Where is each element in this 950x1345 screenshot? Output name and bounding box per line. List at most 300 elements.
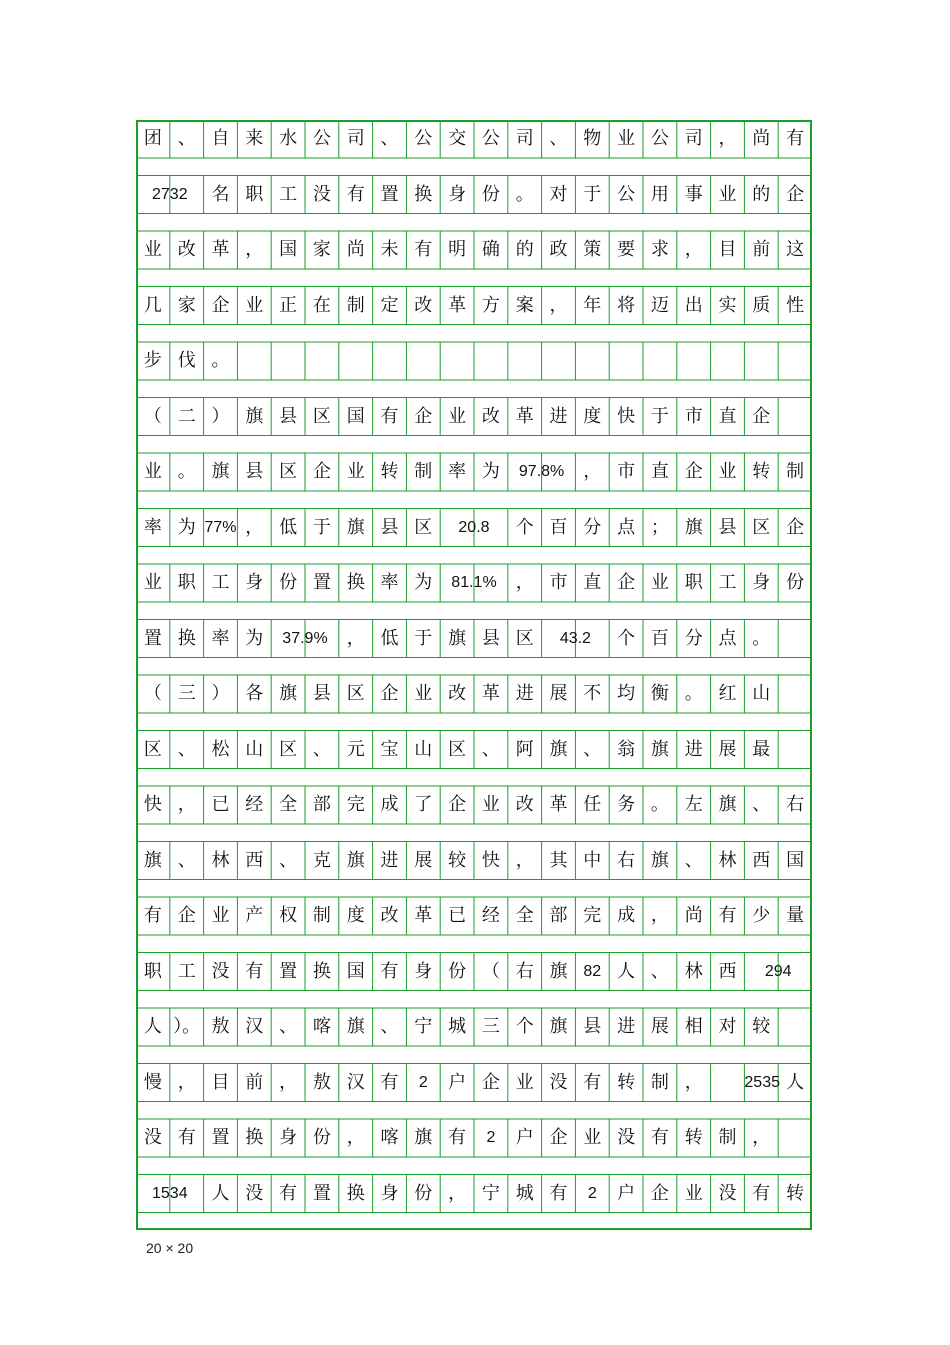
grid-cell-text: 、 [650,960,669,982]
grid-cell-text: 步 [143,350,162,371]
grid-cell-text: 区 [279,461,298,482]
grid-cell-text: 展 [650,1016,669,1037]
grid-cell-text: 右 [617,849,636,871]
grid-cell-text: 。 [515,183,534,205]
grid-cell-text: 翁 [617,738,636,760]
grid-cell-text: 、 [312,738,331,760]
grid-cell-text: 尚 [346,239,365,260]
grid-cell-text: 2 [418,1073,428,1091]
grid-cell-text: ， [515,572,534,593]
grid-cell-text: ； [650,516,669,538]
grid-cell-text: 、 [380,128,399,149]
grid-cell-text: 这 [786,239,805,260]
grid-cell-text: 中 [583,849,602,871]
grid-cell-text: ， [245,516,264,538]
grid-cell-text: 换 [346,1182,365,1204]
grid-cell-text: 较 [752,1016,771,1037]
grid-cell-text: 身 [414,960,433,982]
grid-cell-text: 区 [414,516,433,538]
grid-cell-text: 业 [481,794,500,815]
grid-cell-text: 成 [380,794,399,815]
grid-cell-text: 确 [481,239,500,260]
grid-cell-text: 制 [414,461,433,482]
grid-cell-text: ， [245,239,264,260]
grid-cell-text: 区 [312,405,331,427]
grid-cell-text: 县 [245,461,264,482]
grid-cell-text: 份 [448,960,467,982]
grid-cell-text: 展 [718,738,737,760]
grid-cell-text: 三 [177,683,196,704]
grid-cell-text: 人 [211,1182,230,1204]
grid-cell-text: 20.8 [458,518,490,536]
grid-cell-text: 业 [414,683,433,704]
grid-cell-text: 区 [752,516,771,538]
grid-cell-text: 转 [752,461,771,482]
grid-cell-text: 、 [177,738,196,760]
grid-cell-text: 有 [414,239,433,260]
grid-cell-text: 业 [143,239,162,260]
grid-cell-text: 松 [211,738,230,760]
grid-cell-text: 改 [481,405,500,427]
grid-cell-text: 低 [380,627,399,649]
grid-cell-text: 业 [617,128,636,149]
grid-cell-text: 的 [752,183,771,205]
grid-cell-text: 企 [617,572,636,593]
grid-cell-text: 旗 [245,405,264,427]
grid-cell-text: 任 [583,794,602,815]
grid-cell-text: 进 [684,738,703,760]
grid-cell-text: 公 [414,128,433,149]
grid-cell-text: 工 [279,183,298,205]
grid-cell-text: 区 [448,738,467,760]
grid-cell-text: 市 [617,461,636,482]
grid-cell-text: 革 [448,294,467,316]
grid-cell-text: 身 [279,1127,298,1148]
grid-cell-text: 有 [718,905,737,926]
grid-cell-text: 43.2 [559,629,591,647]
grid-cell-text: 2732 [152,185,188,203]
grid-cell-text: 革 [211,239,230,260]
grid-cell-text: 元 [346,738,365,760]
grid-cell-text: 方 [481,294,500,316]
grid-cell-text: ， [279,1071,298,1093]
grid-cell-text: 企 [684,461,703,482]
grid-cell-text: 区 [279,738,298,760]
grid-cell-text: 置 [312,572,331,593]
grid-cell-text: 工 [718,572,737,593]
grid-cell-text: 革 [549,794,568,815]
grid-cell-text: 均 [617,683,636,704]
grid-cell-text: 前 [752,239,771,260]
grid-cell-text: 置 [312,1182,331,1204]
grid-cell-text: 换 [245,1127,264,1148]
grid-cell-text: 经 [245,794,264,815]
grid-cell-text: 82 [583,962,602,980]
grid-cell-text: 企 [448,794,467,815]
grid-cell-text: 业 [143,461,162,482]
grid-cell-text: 置 [211,1127,230,1148]
grid-cell-text: 定 [380,294,399,316]
grid-cell-text: 没 [549,1071,568,1093]
grid-cell-text: 县 [481,627,500,649]
grid-cell-text: 在 [312,294,331,316]
grid-cell-text: 旗 [448,627,467,649]
grid-cell-text: 户 [448,1071,467,1093]
grid-cell-text: 身 [448,183,467,205]
grid-cell-text: ， [752,1127,771,1148]
grid-cell-text: 置 [279,960,298,982]
grid-cell-text: 喀 [312,1016,331,1037]
grid-cell-text: 于 [583,183,602,205]
grid-cell-text: 红 [718,683,737,704]
grid-cell-text: 度 [583,405,602,427]
grid-cell-text: 公 [312,128,331,149]
grid-cell-text: 2 [486,1129,496,1146]
grid-cell-text: 企 [380,683,399,704]
grid-cell-text: 制 [786,461,805,482]
grid-cell-text: 区 [346,683,365,704]
grid-cell-text: 业 [245,294,264,316]
grid-cell-text: 于 [650,405,669,427]
grid-cell-text: 没 [718,1182,737,1204]
grid-cell-text: 业 [684,1182,703,1204]
grid-cell-text: 克 [312,849,331,871]
grid-cell-text: 旗 [211,461,230,482]
grid-cell-text: 置 [380,183,399,205]
grid-cell-text: 案 [515,294,534,316]
grid-cell-text: ， [515,849,534,871]
grid-cell-text: 完 [583,905,602,926]
grid-cell-text: 对 [718,1016,737,1037]
grid-cell-text: 制 [718,1127,737,1148]
grid-cell-text: 企 [177,905,196,926]
grid-cell-text: 右 [515,960,534,982]
grid-cell-text: 换 [177,627,196,649]
grid-cell-text: 进 [549,405,568,427]
grid-cell-text: 百 [650,627,669,649]
grid-cell-text: 旗 [684,516,703,538]
grid-cell-text: 区 [143,738,162,760]
grid-cell-text: 将 [617,294,636,316]
grid-cell-text: 业 [448,405,467,427]
grid-cell-text: 81.1% [451,574,497,591]
grid-cell-text: 业 [346,461,365,482]
grid-cell-text: 业 [515,1071,534,1093]
grid-cell-text: 工 [211,572,230,593]
grid-cell-text: 司 [684,128,703,149]
grid-cell-text: 业 [583,1127,602,1148]
grid-cell-text: 于 [414,627,433,649]
grid-cell-text: 旗 [346,849,365,871]
grid-cell-text: 旗 [346,516,365,538]
grid-cell-text: 自 [211,128,230,149]
grid-cell-text: 山 [752,683,771,704]
grid-cell-text: 司 [346,128,365,149]
grid-cell-text: 改 [177,239,196,260]
grid-size-label: 20 × 20 [146,1240,194,1256]
grid-cell-text: 实 [718,294,737,316]
grid-cell-text: ， [684,239,703,260]
grid-cell-text: 有 [786,128,805,149]
grid-cell-text: 物 [583,128,602,149]
grid-cell-text: 个 [515,516,534,538]
grid-cell-text: ， [177,1071,196,1093]
grid-cell-text: ， [346,627,365,649]
grid-cell-text: 家 [312,239,331,260]
grid-cell-text: 294 [764,962,792,980]
grid-cell-text: 。 [684,683,703,704]
grid-cell-text: 经 [481,905,500,926]
grid-cell-text: 县 [279,405,298,427]
grid-cell-text: 37.9% [282,629,328,647]
grid-cell-text: 伐 [177,350,196,371]
grid-cell-text: 旗 [346,1016,365,1037]
grid-cell-text: 西 [245,849,264,871]
grid-cell-text: 没 [245,1182,264,1204]
grid-cell-text: 份 [312,1127,331,1148]
grid-cell-text: 量 [786,905,805,926]
grid-cell-text: 有 [650,1127,669,1148]
grid-cell-text: 全 [279,794,298,815]
grid-cell-text: 身 [245,572,264,593]
grid-cell-text: 有 [346,183,365,205]
grid-cell-text: 城 [515,1182,534,1204]
grid-cell-text: 为 [414,572,433,593]
grid-cell-text: 、 [583,738,602,760]
grid-cell-text: 有 [380,1071,399,1093]
grid-cell-text: 名 [211,183,230,205]
grid-cell-text: 企 [481,1071,500,1093]
grid-cell-text: 宁 [414,1016,433,1037]
grid-cell-text: 旗 [549,738,568,760]
grid-cell-text: 份 [481,183,500,205]
grid-cell-text: 份 [279,572,298,593]
grid-cell-text: 有 [448,1127,467,1148]
grid-cell-text: （ [143,683,162,704]
grid-cell-text: 人 [143,1016,162,1037]
grid-cell-text: 家 [177,294,196,316]
grid-cell-text: ） [211,405,230,427]
grid-cell-text: ） [211,683,230,704]
grid-cell-text: 权 [279,905,298,926]
grid-cell-text: 97.8% [518,463,565,480]
grid-cell-text: 城 [448,1016,467,1037]
grid-cell-text: 、 [279,1016,298,1037]
grid-cell-text: 职 [245,183,264,205]
grid-cell-text: 慢 [143,1071,162,1093]
grid-cell-text: 率 [448,461,467,482]
grid-cell-text: 身 [380,1182,399,1204]
grid-cell-text: 宝 [380,738,399,760]
grid-cell-text: 衡 [650,683,669,704]
grid-cell-text: 快 [481,849,500,871]
grid-cell-text: 事 [684,183,703,205]
grid-cell-text: 没 [617,1127,636,1148]
grid-cell-text: 2 [587,1184,597,1202]
grid-cell-text: 率 [380,572,399,593]
grid-cell-text: 产 [245,905,264,926]
grid-cell-text: 喀 [380,1127,399,1148]
grid-cell-text: 敖 [211,1016,230,1037]
grid-cell-text: 。 [211,350,230,371]
grid-cell-text: 有 [583,1071,602,1093]
grid-cell-text: 性 [786,294,805,316]
grid-cell-text: 旗 [718,794,737,815]
grid-cell-text: 企 [312,461,331,482]
grid-cell-text: 区 [515,627,534,649]
grid-cell-text: 、 [177,128,196,149]
grid-cell-text: 左 [684,794,703,815]
grid-cell-text: 前 [245,1071,264,1093]
grid-cell-text: 部 [312,794,331,815]
grid-cell-text: 企 [211,294,230,316]
grid-cell-text: 革 [515,405,534,427]
grid-cell-text: 分 [583,516,602,538]
grid-cell-text: 县 [718,516,737,538]
grid-cell-text: 目 [211,1071,230,1093]
grid-cell-text: 已 [448,905,467,926]
grid-cell-text: 为 [481,461,500,482]
grid-cell-text: 目 [718,239,737,260]
grid-cell-text: 改 [515,794,534,815]
grid-cell-text: 制 [312,905,331,926]
grid-cell-text: 了 [414,794,433,815]
grid-cell-text: 直 [650,461,669,482]
grid-cell-text: 快 [143,794,162,815]
grid-cell-text: ， [448,1182,467,1204]
grid-cell-text: 来 [245,128,264,149]
grid-cell-text: 进 [380,849,399,871]
grid-cell-text: 各 [245,683,264,704]
grid-cell-text: 汉 [245,1016,264,1037]
grid-cell-text: 率 [143,516,162,538]
grid-cell-text: 直 [718,405,737,427]
grid-cell-text: 企 [650,1182,669,1204]
grid-cell-text: 林 [211,849,230,871]
grid-cell-text: 林 [684,960,703,982]
grid-cell-text: 有 [380,960,399,982]
grid-cell-text: 分 [684,627,703,649]
grid-cell-text: 旗 [414,1127,433,1148]
grid-cell-text: 二 [177,405,196,427]
grid-cell-text: 国 [346,405,365,427]
grid-cell-text: 转 [617,1071,636,1093]
grid-cell-text: 有 [380,405,399,427]
grid-cell-text: 、 [549,128,568,149]
grid-cell-text: 换 [346,572,365,593]
grid-cell-text: 交 [448,128,467,149]
grid-cell-text: 制 [346,294,365,316]
grid-cell-text: 制 [650,1071,669,1093]
grid-cell-text: ）。 [173,1016,201,1037]
grid-cell-text: 职 [177,572,196,593]
grid-cell-text: 公 [650,128,669,149]
grid-cell-text: 改 [414,294,433,316]
grid-cell-text: 旗 [549,960,568,982]
grid-cell-text: 右 [786,794,805,815]
grid-cell-text: 企 [786,516,805,538]
grid-cell-text: 不 [583,683,602,704]
grid-cell-text: 、 [177,849,196,871]
grid-cell-text: 旗 [279,683,298,704]
grid-cell-text: 完 [346,794,365,815]
grid-cell-text: 人 [786,1071,805,1093]
grid-cell-text: 有 [177,1127,196,1148]
grid-cell-text: 相 [684,1016,703,1037]
grid-cell-text: 革 [414,905,433,926]
grid-cell-text: 较 [448,849,467,871]
grid-cell-text: 转 [786,1182,805,1204]
grid-cell-text: 工 [177,960,196,982]
grid-cell-text: 西 [718,960,737,982]
grid-cell-text: 宁 [481,1182,500,1204]
grid-cell-text: 国 [346,960,365,982]
grid-cell-text: ， [718,128,737,149]
grid-cell-text: 。 [752,627,771,649]
grid-cell-text: 业 [718,183,737,205]
grid-cell-text: 点 [718,627,737,649]
manuscript-grid-paper [136,120,812,1230]
grid-cell-text: 未 [380,239,399,260]
grid-cell-text: 部 [549,905,568,926]
grid-cell-text: ， [346,1127,365,1148]
grid-cell-text: 旗 [143,849,162,871]
grid-cell-text: 公 [617,183,636,205]
grid-cell-text: 明 [448,239,467,260]
grid-cell-text: （ [481,960,500,982]
grid-cell-text: 务 [617,794,636,815]
grid-cell-text: 革 [481,683,500,704]
grid-cell-text: 林 [718,849,737,871]
grid-cell-text: 几 [143,294,162,316]
grid-cell-text: 要 [617,239,636,260]
grid-cell-text: ， [650,905,669,926]
grid-cell-text: 率 [211,627,230,649]
grid-cell-text: 有 [245,960,264,982]
grid-cell-text: 进 [617,1016,636,1037]
grid-cell-text: 业 [718,461,737,482]
grid-cell-text: 于 [312,516,331,538]
grid-cell-text: 团 [143,128,162,149]
grid-cell-text: 77% [204,518,237,536]
grid-cell-text: 全 [515,905,534,926]
grid-cell-text: 为 [245,627,264,649]
grid-cell-text: 转 [380,461,399,482]
grid-cell-text: 策 [583,239,602,260]
grid-cell-text: 户 [515,1127,534,1148]
grid-cell-text: 置 [143,627,162,649]
grid-cell-text: 换 [414,183,433,205]
grid-cell-text: ， [549,294,568,316]
grid-cell-text: 低 [279,516,298,538]
grid-cell-text: 山 [414,738,433,760]
grid-cell-text: 最 [752,738,771,760]
grid-cell-text: 县 [312,683,331,704]
grid-cell-text: 快 [617,405,636,427]
grid-cell-text: 质 [752,294,771,316]
grid-cell-text: 政 [549,239,568,260]
grid-cell-text: 公 [481,128,500,149]
grid-cell-text: 旗 [549,1016,568,1037]
grid-cell-text: 已 [211,794,230,815]
grid-cell-text: 三 [481,1016,500,1037]
grid-cell-text: ， [684,1071,703,1093]
grid-cell-text: 换 [312,960,331,982]
grid-cell-text: 份 [414,1182,433,1204]
grid-cell-text: 成 [617,905,636,926]
grid-cell-text: 点 [617,516,636,538]
grid-cell-text: 没 [211,960,230,982]
